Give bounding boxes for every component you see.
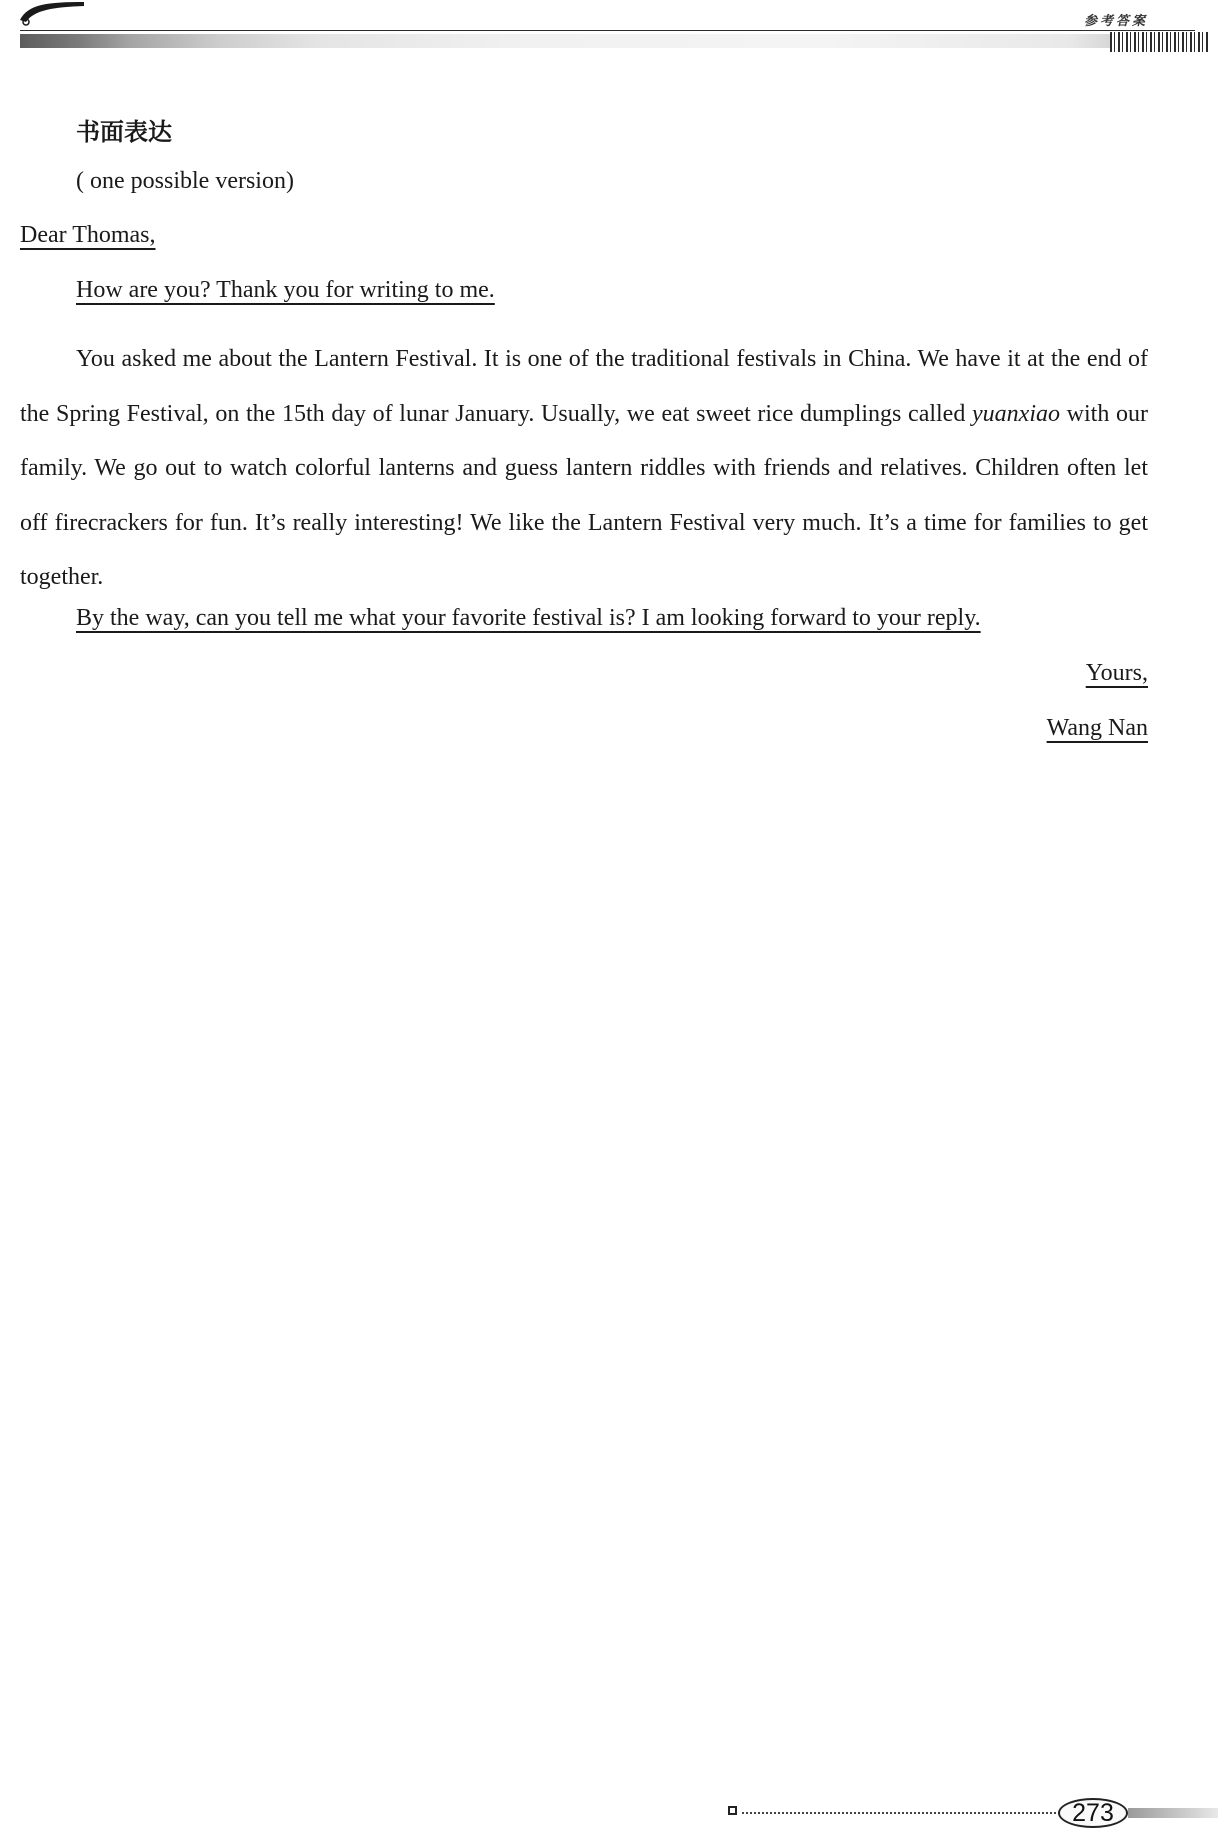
version-note: ( one possible version) bbox=[76, 168, 294, 194]
letter-greeting: Dear Thomas, bbox=[20, 222, 156, 248]
section-heading: 书面表达 bbox=[76, 118, 172, 146]
page-number: 273 bbox=[1072, 1799, 1114, 1827]
header-rule bbox=[20, 30, 1195, 31]
header-barcode-decoration bbox=[1110, 32, 1210, 52]
footer-dotted-leader bbox=[742, 1812, 1060, 1814]
footer-fade-decoration bbox=[1128, 1808, 1218, 1818]
header-swoosh-decoration bbox=[18, 0, 88, 28]
body-text-part-1: You asked me about the Lantern Festival. It is one of the traditional festivals in China. We have it at the end of the Spring Festival, on the 15th day of lunar January. Usually, we eat sweet rice dumplings called bbox=[20, 346, 1148, 427]
letter-signoff: Yours, bbox=[1085, 660, 1148, 686]
body-italic-word: yuanxiao bbox=[972, 400, 1060, 427]
header-title: 参考答案 bbox=[1083, 14, 1148, 29]
body-text-part-2: with our family. We go out to watch colorful lanterns and guess lantern riddles with friends and relatives. Children often let off firecrackers for fun. It’s really interesting! We like the Lantern Festival very much. It’s a time for families to get together. bbox=[20, 400, 1148, 590]
header-gradient-band bbox=[20, 34, 1200, 48]
letter-signature: Wang Nan bbox=[1046, 715, 1148, 741]
footer-square-marker bbox=[728, 1806, 737, 1815]
page-header bbox=[0, 0, 1218, 60]
letter-body-paragraph bbox=[20, 332, 1148, 605]
letter-closing: By the way, can you tell me what your favorite festival is? I am looking forward to your reply. bbox=[76, 605, 981, 631]
letter-opening: How are you? Thank you for writing to me. bbox=[76, 277, 495, 303]
